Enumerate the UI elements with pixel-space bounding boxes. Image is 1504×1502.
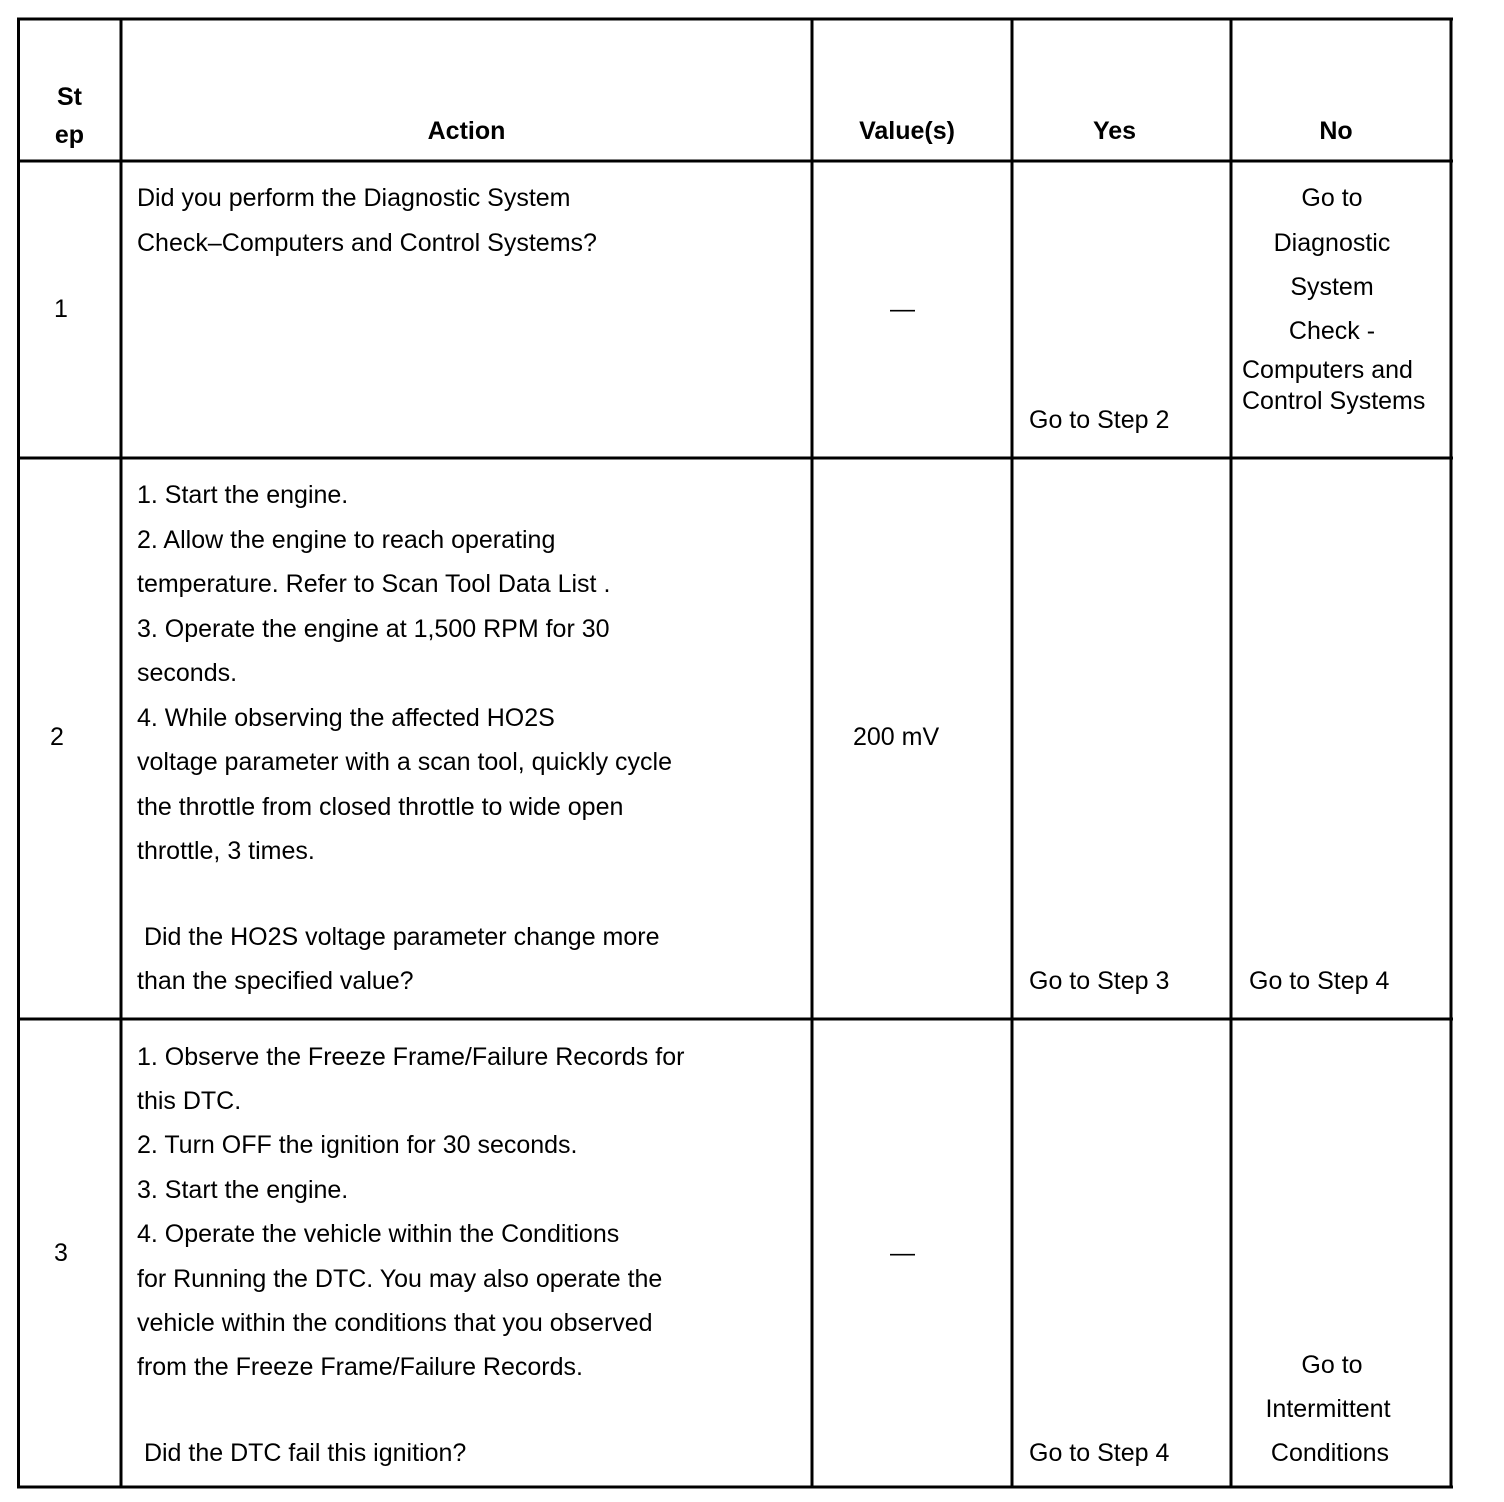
yes-cell: Go to Step 3 (1029, 967, 1170, 995)
question-line: than the specified value? (137, 967, 414, 995)
step-number: 2 (50, 723, 64, 751)
action-line: 1. Observe the Freeze Frame/Failure Records for (137, 1043, 685, 1071)
question-line: Did the DTC fail this ignition? (137, 1439, 467, 1467)
header-no: No (1319, 117, 1353, 145)
action-line: from the Freeze Frame/Failure Records. (137, 1353, 583, 1381)
no-cell: Go to Step 4 (1249, 967, 1390, 995)
no-line: Go to (1301, 184, 1363, 212)
header-values: Value(s) (859, 117, 955, 145)
header-step-line1: St (57, 83, 82, 111)
no-line: Check - (1288, 317, 1376, 345)
header-step (18, 78, 121, 154)
no-line: System (1290, 273, 1374, 301)
value-cell: 200 mV (853, 723, 940, 751)
action-line: 3. Operate the engine at 1,500 RPM for 30 (137, 615, 610, 643)
action-line: Did you perform the Diagnostic System (137, 184, 571, 212)
value-cell: — (890, 295, 915, 323)
action-line: 4. While observing the affected HO2S (137, 704, 555, 732)
action-line: temperature. Refer to Scan Tool Data List . (137, 570, 611, 598)
action-line: the throttle from closed throttle to wide open (137, 793, 624, 821)
step-number: 3 (54, 1239, 68, 1267)
yes-cell: Go to Step 2 (1029, 406, 1170, 434)
action-line: 4. Operate the vehicle within the Conditions (137, 1220, 620, 1248)
question-line: Did the HO2S voltage parameter change more (137, 923, 660, 951)
no-line: Diagnostic (1273, 229, 1391, 257)
action-line: 3. Start the engine. (137, 1176, 349, 1204)
action-line: for Running the DTC. You may also operate the (137, 1265, 663, 1293)
no-line: Go to (1301, 1351, 1363, 1379)
action-line: 2. Allow the engine to reach operating (137, 526, 556, 554)
header-action: Action (427, 117, 506, 145)
header-yes: Yes (1092, 117, 1137, 145)
action-line: this DTC. (137, 1087, 242, 1115)
value-cell: — (890, 1239, 915, 1267)
action-line: 2. Turn OFF the ignition for 30 seconds. (137, 1131, 578, 1159)
action-line: 1. Start the engine. (137, 481, 349, 509)
action-line: voltage parameter with a scan tool, quickly cycle (137, 748, 672, 776)
action-line: Check–Computers and Control Systems? (137, 229, 597, 257)
yes-cell: Go to Step 4 (1029, 1439, 1170, 1467)
step-number: 1 (54, 295, 68, 323)
no-line: Control Systems (1242, 387, 1426, 415)
no-line: Computers and (1242, 356, 1413, 384)
action-line: seconds. (137, 659, 238, 687)
header-step-line2: ep (54, 121, 85, 149)
action-line: throttle, 3 times. (137, 837, 315, 865)
no-line: Intermittent (1265, 1395, 1391, 1423)
action-line: vehicle within the conditions that you observed (137, 1309, 653, 1337)
no-line: Conditions (1270, 1439, 1390, 1467)
